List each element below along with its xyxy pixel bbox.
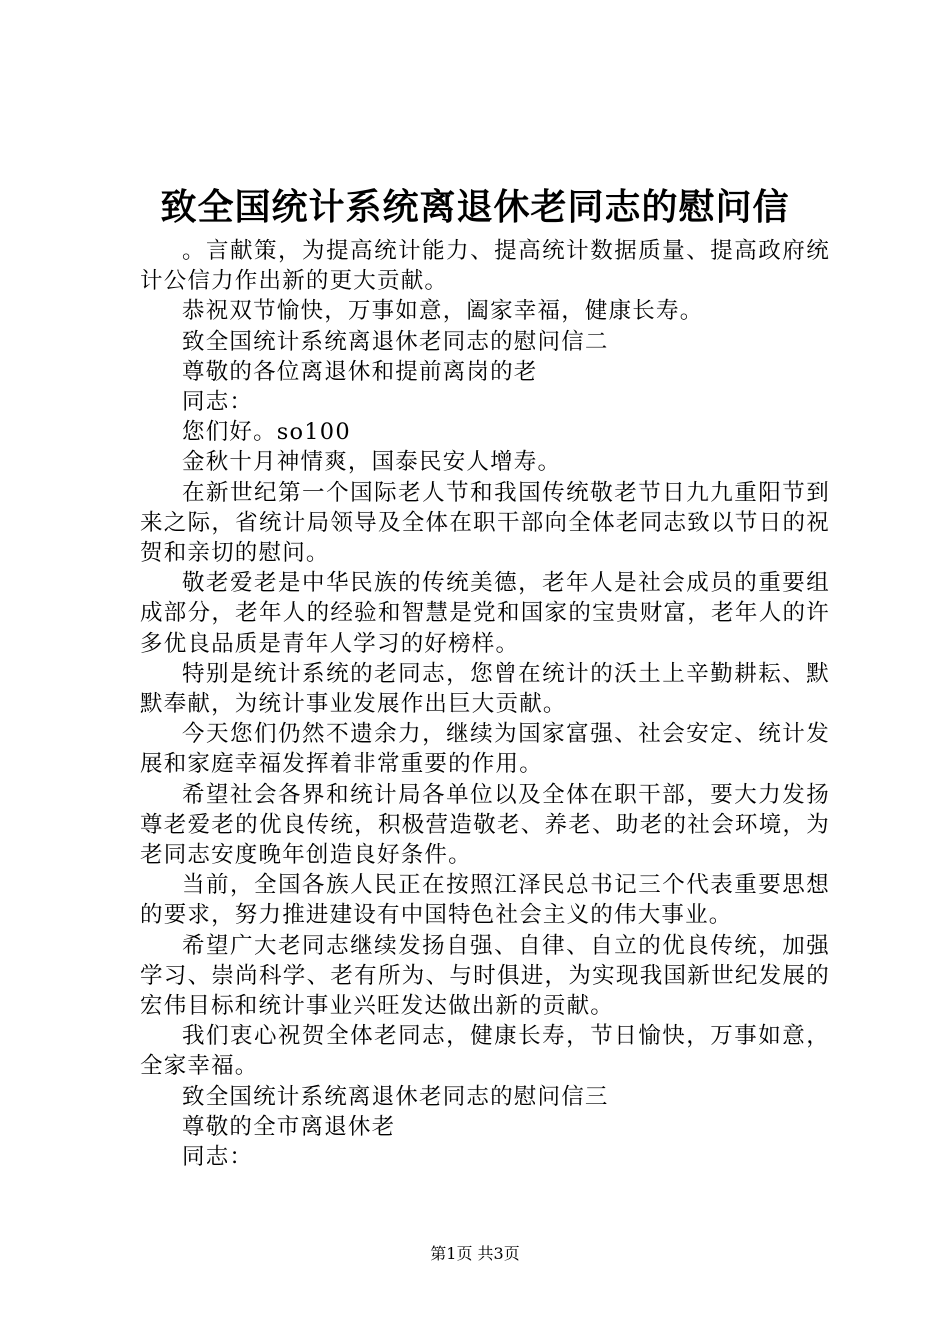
paragraph: 当前，全国各族人民正在按照江泽民总书记三个代表重要思想的要求，努力推进建设有中国特色社会主义的伟大事业。 <box>140 872 830 929</box>
paragraph: 致全国统计系统离退休老同志的慰问信三 <box>182 1083 609 1110</box>
paragraph: 我们衷心祝贺全体老同志，健康长寿，节日愉快，万事如意，全家幸福。 <box>140 1023 830 1080</box>
paragraph: 尊敬的全市离退休老 <box>182 1113 396 1140</box>
paragraph: 恭祝双节愉快，万事如意，阖家幸福，健康长寿。 <box>182 298 704 325</box>
paragraph: 同志： <box>182 389 254 416</box>
paragraph: 金秋十月神情爽，国泰民安人增寿。 <box>182 449 562 476</box>
document-title: 致全国统计系统离退休老同志的慰问信 <box>160 186 790 228</box>
paragraph: 特别是统计系统的老同志，您曾在统计的沃土上辛勤耕耘、默默奉献，为统计事业发展作出巨大贡献。 <box>140 660 830 718</box>
paragraph: 同志： <box>182 1144 254 1171</box>
paragraph: 敬老爱老是中华民族的传统美德，老年人是社会成员的重要组成部分，老年人的经验和智慧是党和国家的宝贵财富，老年人的许多优良品质是青年人学习的好榜样。 <box>140 570 830 657</box>
paragraph: 您们好。so100 <box>182 419 351 446</box>
paragraph: 尊敬的各位离退休和提前离岗的老 <box>182 358 538 385</box>
page-footer: 第1页 共3页 <box>430 1244 520 1263</box>
paragraph: 致全国统计系统离退休老同志的慰问信二 <box>182 328 609 355</box>
paragraph: 在新世纪第一个国际老人节和我国传统敬老节日九九重阳节到来之际，省统计局领导及全体在职干部向全体老同志致以节日的祝贺和亲切的慰问。 <box>140 479 830 567</box>
paragraph: 希望广大老同志继续发扬自强、自律、自立的优良传统，加强学习、崇尚科学、老有所为、与时俱进，为实现我国新世纪发展的宏伟目标和统计事业兴旺发达做出新的贡献。 <box>140 932 830 1020</box>
document-body <box>140 236 830 1172</box>
paragraph: 今天您们仍然不遗余力，继续为国家富强、社会安定、统计发展和家庭幸福发挥着非常重要的作用。 <box>140 721 830 778</box>
paragraph: 希望社会各界和统计局各单位以及全体在职干部，要大力发扬尊老爱老的优良传统，积极营造敬老、养老、助老的社会环境，为老同志安度晚年创造良好条件。 <box>140 781 830 869</box>
paragraph: 。言献策，为提高统计能力、提高统计数据质量、提高政府统计公信力作出新的更大贡献。 <box>140 238 830 295</box>
